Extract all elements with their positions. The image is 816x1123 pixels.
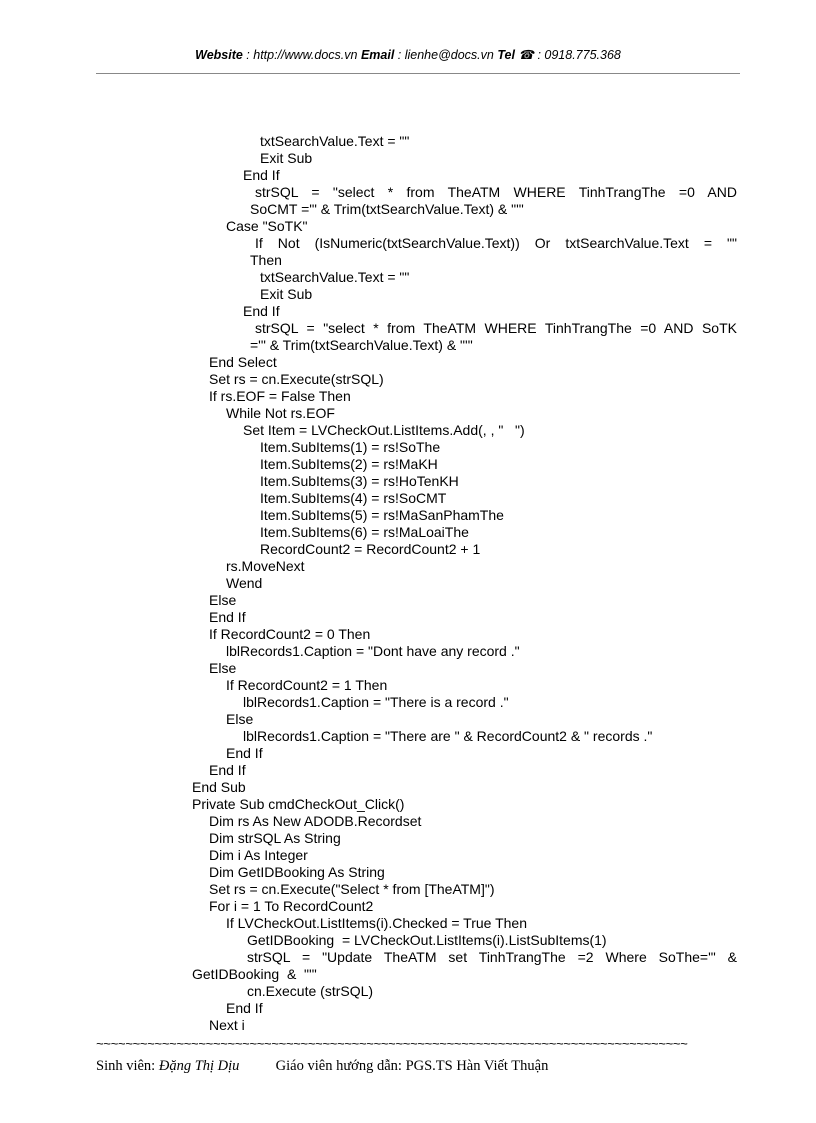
code-line: Case "SoTK" [226,218,308,234]
code-line: Set rs = cn.Execute("Select * from [TheATM]") [209,881,495,897]
code-line: lblRecords1.Caption = "There is a record ." [243,694,509,710]
website-value: : http://www.docs.vn [242,48,361,62]
code-line: Item.SubItems(2) = rs!MaKH [260,456,438,472]
code-line: End If [243,303,280,319]
code-line: Dim strSQL As String [209,830,341,846]
code-line: Set Item = LVCheckOut.ListItems.Add(, , " ") [243,422,525,438]
code-line: Next i [209,1017,245,1033]
page-footer [96,1058,548,1075]
email-label: Email [360,48,395,62]
code-line: End If [209,762,246,778]
code-line: rs.MoveNext [226,558,305,574]
code-line: strSQL = "select * from TheATM WHERE TinhTrangThe =0 AND SoTK [255,320,737,336]
teacher-label: Giáo viên hướng dẫn: PGS.TS Hàn Viết Thuận [275,1058,549,1074]
code-line: Exit Sub [260,150,313,166]
code-line: Item.SubItems(6) = rs!MaLoaiThe [260,524,469,540]
code-line: End If [243,167,280,183]
code-line: Item.SubItems(4) = rs!SoCMT [260,490,447,506]
code-line: strSQL = "select * from TheATM WHERE TinhTrangThe =0 AND [255,184,737,200]
code-line: txtSearchValue.Text = "" [260,269,410,285]
website-label: Website [195,48,243,62]
code-line: Private Sub cmdCheckOut_Click() [192,796,405,812]
code-line: End If [226,1000,263,1016]
code-line: If RecordCount2 = 0 Then [209,626,371,642]
code-line: Item.SubItems(1) = rs!SoThe [260,439,441,455]
code-line: Else [226,711,254,727]
code-line: txtSearchValue.Text = "" [260,133,410,149]
code-line: End Select [209,354,277,370]
code-line: lblRecords1.Caption = "Dont have any record ." [226,643,520,659]
code-line: Else [209,660,237,676]
code-line: End Sub [192,779,246,795]
code-line: Else [209,592,237,608]
page-header [0,47,816,62]
code-line: End If [226,745,263,761]
code-line: Then [250,252,282,268]
tel-label: Tel [497,48,515,62]
code-line: SoCMT ='" & Trim(txtSearchValue.Text) & "'" [250,201,524,217]
email-value: : lienhe@docs.vn [394,48,498,62]
code-line: ='" & Trim(txtSearchValue.Text) & "'" [250,337,473,353]
tel-value: ☎ : 0918.775.368 [514,48,621,62]
code-line: GetIDBooking & "'" [192,966,317,982]
code-line: strSQL = "Update TheATM set TinhTrangThe =2 Where SoThe='" & [247,949,737,965]
code-line: lblRecords1.Caption = "There are " & RecordCount2 & " records ." [243,728,653,744]
student-label: Sinh viên: [96,1058,159,1074]
footer-separator: ~~~~~~~~~~~~~~~~~~~~~~~~~~~~~~~~~~~~~~~~~~~~~~~~~~~~~~~~~~~~~~~~~~~~~~~~~~~~~~~~~ [96,1037,688,1052]
code-line: Item.SubItems(3) = rs!HoTenKH [260,473,459,489]
code-line: Set rs = cn.Execute(strSQL) [209,371,384,387]
code-line: If rs.EOF = False Then [209,388,351,404]
code-line: While Not rs.EOF [226,405,335,421]
code-line: Exit Sub [260,286,313,302]
code-line: Dim i As Integer [209,847,308,863]
code-line: If Not (IsNumeric(txtSearchValue.Text)) Or txtSearchValue.Text = "" [255,235,737,251]
code-line: Dim GetIDBooking As String [209,864,385,880]
code-line: Wend [226,575,263,591]
code-line: GetIDBooking = LVCheckOut.ListItems(i).ListSubItems(1) [247,932,607,948]
code-line: If LVCheckOut.ListItems(i).Checked = True Then [226,915,527,931]
code-line: For i = 1 To RecordCount2 [209,898,374,914]
code-line: cn.Execute (strSQL) [247,983,374,999]
code-line: End If [209,609,246,625]
code-line: If RecordCount2 = 1 Then [226,677,388,693]
student-name: Đặng Thị Dịu [158,1058,240,1074]
header-divider [96,73,740,74]
code-line: RecordCount2 = RecordCount2 + 1 [260,541,481,557]
code-line: Item.SubItems(5) = rs!MaSanPhamThe [260,507,504,523]
code-line: Dim rs As New ADODB.Recordset [209,813,422,829]
